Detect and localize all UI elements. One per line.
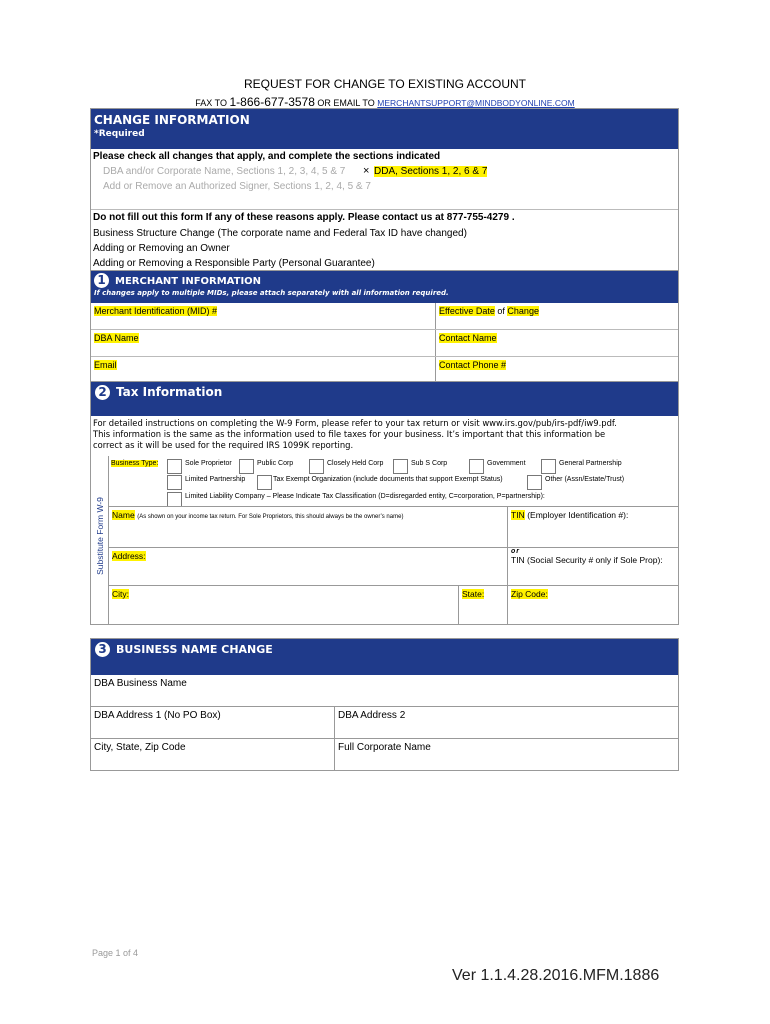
type-sub-s: Sub S Corp: [411, 460, 448, 467]
email-label: Email: [94, 360, 117, 370]
option-dba-corporate[interactable]: DBA and/or Corporate Name, Sections 1, 2, 3, 4, 5 & 7: [103, 166, 346, 177]
option-authorized-signer[interactable]: Add or Remove an Authorized Signer, Sections 1, 2, 4, 5 & 7: [103, 181, 371, 192]
tin-ein-field[interactable]: [507, 507, 678, 548]
dba-name-field[interactable]: [91, 330, 435, 356]
name-field[interactable]: [109, 507, 507, 548]
fax-email-line: [0, 95, 770, 109]
tin-ssn-label: TIN (Social Security # only if Sole Prop):: [511, 555, 663, 565]
checkbox-general-partnership[interactable]: [541, 459, 556, 474]
type-other: Other (Assn/Estate/Trust): [545, 476, 625, 483]
option-dda[interactable]: DDA, Sections 1, 2, 6 & 7: [374, 166, 488, 177]
effective-date-field[interactable]: [435, 303, 678, 329]
dba-address1-field[interactable]: [91, 707, 334, 738]
name-note: (As shown on your income tax return. For Sole Proprietors, this should always be the owner’s name): [137, 514, 404, 520]
state-field[interactable]: [458, 586, 507, 625]
state-label: State:: [462, 589, 485, 599]
reason-guarantee: Adding or Removing a Responsible Party (Personal Guarantee): [93, 258, 375, 269]
fax-number: 1-866-677-3578: [229, 95, 315, 109]
change-info-section: [90, 108, 679, 271]
tax-section: [90, 381, 679, 625]
name-label: Name: [112, 510, 135, 520]
checkbox-tax-exempt[interactable]: [257, 475, 272, 490]
dba-business-name-field[interactable]: [91, 675, 678, 706]
checkbox-sole-proprietor[interactable]: [167, 459, 182, 474]
address-label: Address:: [112, 551, 146, 561]
type-sole-proprietor: Sole Proprietor: [185, 460, 232, 467]
effective-date-of: of: [497, 306, 505, 316]
tin-note: (Employer Identification #):: [527, 510, 629, 520]
city-label: City:: [112, 589, 129, 599]
type-tax-exempt: Tax Exempt Organization (include documents that support Exempt Status): [273, 476, 503, 483]
checkbox-public-corp[interactable]: [239, 459, 254, 474]
business-type-label: Business Type:: [111, 460, 159, 467]
or-label: or: [511, 548, 520, 555]
reason-structure: Business Structure Change (The corporate name and Federal Tax ID have changed): [93, 228, 467, 239]
merchant-title: MERCHANT INFORMATION: [115, 276, 262, 287]
mid-label: Merchant Identification (MID) #: [94, 306, 218, 316]
fax-prefix: FAX TO: [195, 98, 227, 108]
section-number-badge: 3: [95, 642, 110, 657]
tax-desc-line2: This information is the same as the information used to file taxes for your business. It’s important that this information be: [93, 429, 606, 439]
w9-side-label: Substitute Form W-9: [95, 497, 105, 575]
change-info-header: [91, 109, 678, 149]
zip-label: Zip Code:: [511, 589, 548, 599]
checkbox-limited-partnership[interactable]: [167, 475, 182, 490]
zip-field[interactable]: [507, 586, 678, 625]
section-number-badge: 1: [94, 273, 109, 288]
address-field[interactable]: [109, 548, 507, 586]
merchant-subtitle: If changes apply to multiple MIDs, please attach separately with all information required.: [94, 289, 449, 297]
business-name-title: BUSINESS NAME CHANGE: [116, 643, 273, 656]
email-field[interactable]: [91, 357, 435, 383]
contact-name-field[interactable]: [435, 330, 678, 356]
full-corporate-name-label: Full Corporate Name: [338, 742, 431, 753]
form-title: REQUEST FOR CHANGE TO EXISTING ACCOUNT: [243, 77, 527, 91]
type-general-partnership: General Partnership: [559, 460, 622, 467]
mid-field[interactable]: [91, 303, 435, 329]
type-government: Government: [487, 460, 526, 467]
type-public-corp: Public Corp: [257, 460, 294, 467]
type-llc: Limited Liability Company – Please Indicate Tax Classification (D=disregarded entity, C=corporation, P=partnership):: [185, 493, 545, 500]
tax-description: [91, 416, 678, 456]
checkbox-other[interactable]: [527, 475, 542, 490]
checkbox-government[interactable]: [469, 459, 484, 474]
tin-label: TIN: [511, 510, 525, 520]
warning-text: Do not fill out this form If any of these reasons apply. Please contact us at 877-755-4279 .: [93, 212, 515, 223]
dba-address1-label: DBA Address 1 (No PO Box): [94, 710, 221, 721]
dba-name-label: DBA Name: [94, 333, 139, 343]
contact-name-label: Contact Name: [439, 333, 497, 343]
business-name-header: [91, 639, 678, 675]
city-state-zip-label: City, State, Zip Code: [94, 742, 186, 753]
required-note: *Required: [94, 129, 145, 139]
email-prefix: OR EMAIL TO: [317, 98, 375, 108]
checkmark-icon[interactable]: ×: [363, 165, 370, 177]
merchant-header: [91, 271, 678, 303]
contact-phone-field[interactable]: [435, 357, 678, 383]
version-label: Ver 1.1.4.28.2016.MFM.1886: [452, 967, 660, 984]
section-number-badge: 2: [95, 385, 110, 400]
type-closely-held: Closely Held Corp: [327, 460, 384, 467]
support-email-link[interactable]: MERCHANTSUPPORT@MINDBODYONLINE.COM: [377, 98, 575, 108]
dba-business-name-label: DBA Business Name: [94, 678, 187, 689]
dba-address2-field[interactable]: [334, 707, 678, 738]
checkbox-llc[interactable]: [167, 492, 182, 507]
page-number: Page 1 of 4: [92, 948, 139, 958]
type-limited-partnership: Limited Partnership: [185, 476, 246, 483]
checkbox-sub-s[interactable]: [393, 459, 408, 474]
tax-desc-line1: For detailed instructions on completing the W-9 Form, please refer to your tax return or visit www.irs.gov/pub/irs-pdf/iw9.pdf.: [93, 418, 617, 428]
city-state-zip-field[interactable]: [91, 739, 334, 770]
tin-ssn-field[interactable]: [507, 548, 678, 586]
tax-title: Tax Information: [116, 385, 223, 399]
change-info-title: CHANGE INFORMATION: [94, 113, 250, 127]
city-field[interactable]: [109, 586, 458, 625]
merchant-section: [90, 270, 679, 384]
dba-address2-label: DBA Address 2: [338, 710, 406, 721]
w9-side-strip: [91, 456, 109, 624]
effective-date-label: Effective Date: [439, 306, 495, 316]
tax-desc-line3: correct as it will be used for the required IRS 1099K reporting.: [93, 440, 354, 450]
contact-phone-label: Contact Phone #: [439, 360, 507, 370]
check-instruction: Please check all changes that apply, and complete the sections indicated: [93, 151, 441, 162]
checkbox-closely-held[interactable]: [309, 459, 324, 474]
effective-date-change: Change: [507, 306, 539, 316]
business-name-section: [90, 638, 679, 771]
tax-header: [91, 382, 678, 416]
full-corporate-name-field[interactable]: [334, 739, 678, 770]
reason-owner: Adding or Removing an Owner: [93, 243, 230, 254]
